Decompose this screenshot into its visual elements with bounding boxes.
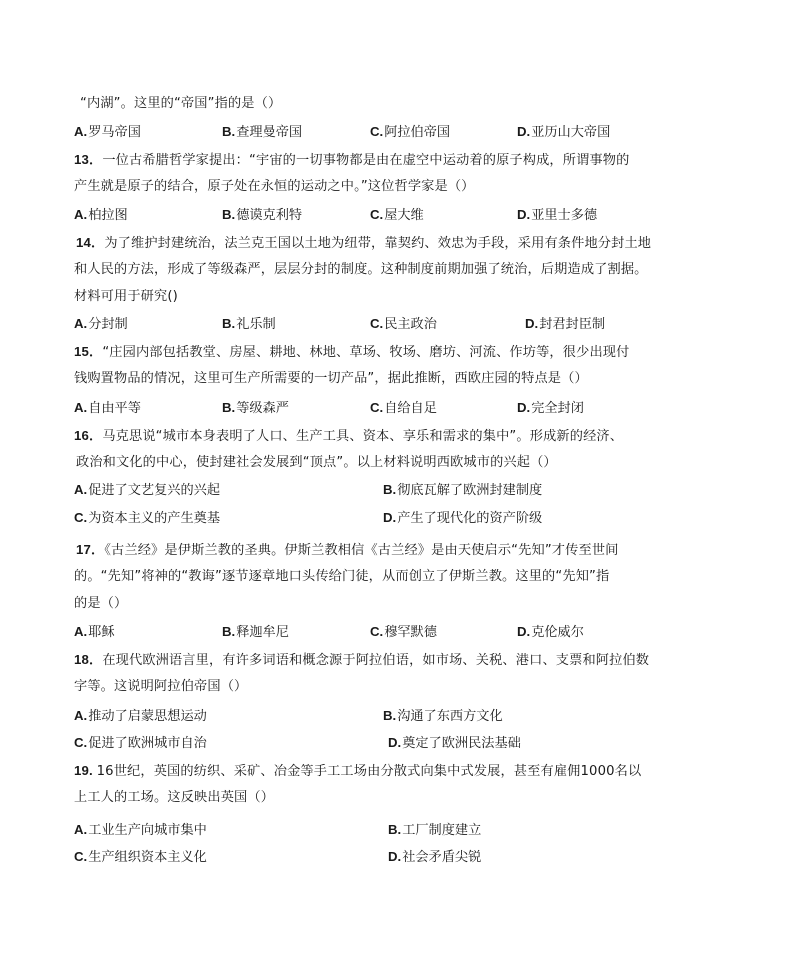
q16-stem-line-1: 16．马克思说“城市本身表明了人口、生产工具、资本、享乐和需求的集中”。形成新的经济、 — [74, 428, 624, 444]
q13-number: 13． — [74, 152, 103, 167]
q15-option-a: A.自由平等 — [74, 400, 141, 416]
q14-stem-line-1: 14．为了维护封建统治，法兰克王国以土地为纽带，靠契约、效忠为手段，采用有条件地分封土地 — [76, 235, 652, 251]
q19-option-a: A.工业生产向城市集中 — [74, 822, 207, 838]
q18-option-b: B.沟通了东西方文化 — [383, 708, 503, 724]
q19-option-d: D.社会矛盾尖锐 — [388, 849, 482, 865]
q14-number: 14． — [76, 235, 105, 250]
q19-option-c: C.生产组织资本主义化 — [74, 849, 207, 865]
q17-option-c: C.穆罕默德 — [370, 624, 437, 640]
q18-number: 18． — [74, 652, 103, 667]
q17-option-a: A.耶稣 — [74, 624, 115, 640]
q12-option-c: C.阿拉伯帝国 — [370, 124, 451, 140]
q13-option-a: A.柏拉图 — [74, 207, 128, 223]
q19-stem-line-1: 19. 16世纪，英国的纺织、采矿、冶金等手工工场由分散式向集中式发展，甚至有雇佣1000名以 — [74, 763, 642, 779]
q19-option-b: B.工厂制度建立 — [388, 822, 482, 838]
q14-stem-line-2: 和人民的方法，形成了等级森严，层层分封的制度。这种制度前期加强了统治，后期造成了割据。 — [74, 262, 648, 277]
q18-option-c: C.促进了欧洲城市自治 — [74, 735, 207, 751]
q13-option-c: C.屋大维 — [370, 207, 424, 223]
q13-stem-line-1: 13．一位古希腊哲学家提出：“宇宙的一切事物都是由在虚空中运动着的原子构成，所谓事物的 — [74, 152, 630, 168]
q16-option-c: C.为资本主义的产生奠基 — [74, 510, 221, 526]
q12-option-b: B.查理曼帝国 — [222, 124, 303, 140]
q17-stem-line-2: 的。“先知”将神的“教诲”逐节逐章地口头传给门徒，从而创立了伊斯兰教。这里的“先知”指 — [74, 569, 610, 584]
q15-option-d: D.完全封闭 — [517, 400, 584, 416]
q14-option-a: A.分封制 — [74, 316, 128, 332]
q17-option-b: B.释迦牟尼 — [222, 624, 289, 640]
q18-option-d: D.奠定了欧洲民法基础 — [388, 735, 521, 751]
q19-stem-line-2: 上工人的工场。这反映出英国（） — [74, 790, 275, 805]
q15-option-c: C.自给自足 — [370, 400, 437, 416]
q12-stem: “内湖”。这里的“帝国”指的是（） — [80, 96, 282, 111]
q13-option-b: B.德谟克利特 — [222, 207, 303, 223]
q17-number: 17． — [76, 542, 105, 557]
q16-option-d: D.产生了现代化的资产阶级 — [383, 510, 543, 526]
q13-stem-line-2: 产生就是原子的结合，原子处在永恒的运动之中。”这位哲学家是（） — [74, 179, 475, 194]
q17-stem-line-1: 17．《古兰经》是伊斯兰教的圣典。伊斯兰教相信《古兰经》是由天使启示“先知”才传至世间 — [76, 542, 619, 558]
q18-option-a: A.推动了启蒙思想运动 — [74, 708, 207, 724]
q12-option-d: D.亚历山大帝国 — [517, 124, 611, 140]
q14-stem-line-3: 材料可用于研究() — [74, 289, 178, 304]
q19-number: 19. — [74, 763, 97, 778]
q18-stem-line-2: 字等。这说明阿拉伯帝国（） — [74, 679, 248, 694]
q15-option-b: B.等级森严 — [222, 400, 289, 416]
q17-stem-line-3: 的是（） — [74, 596, 128, 611]
q17-option-d: D.克伦威尔 — [517, 624, 584, 640]
q14-option-c: C.民主政治 — [370, 316, 437, 332]
q15-stem-line-2: 钱购置物品的情况，这里可生产所需要的一切产品”，据此推断，西欧庄园的特点是（） — [74, 371, 588, 386]
q12-option-a: A.罗马帝国 — [74, 124, 141, 140]
q18-stem-line-1: 18．在现代欧洲语言里，有许多词语和概念源于阿拉伯语，如市场、关税、港口、支票和阿拉伯数 — [74, 652, 650, 668]
q16-stem-line-2: 政治和文化的中心，使封建社会发展到“顶点”。以上材料说明西欧城市的兴起（） — [76, 455, 557, 470]
q16-option-b: B.彻底瓦解了欧洲封建制度 — [383, 482, 543, 498]
q16-number: 16． — [74, 428, 103, 443]
q15-number: 15． — [74, 344, 103, 359]
q14-option-b: B.礼乐制 — [222, 316, 276, 332]
q14-option-d: D.封君封臣制 — [525, 316, 606, 332]
q15-stem-line-1: 15．“庄园内部包括教堂、房屋、耕地、林地、草场、牧场、磨坊、河流、作坊等，很少出现付 — [74, 344, 630, 360]
q13-option-d: D.亚里士多德 — [517, 207, 598, 223]
q16-option-a: A.促进了文艺复兴的兴起 — [74, 482, 221, 498]
